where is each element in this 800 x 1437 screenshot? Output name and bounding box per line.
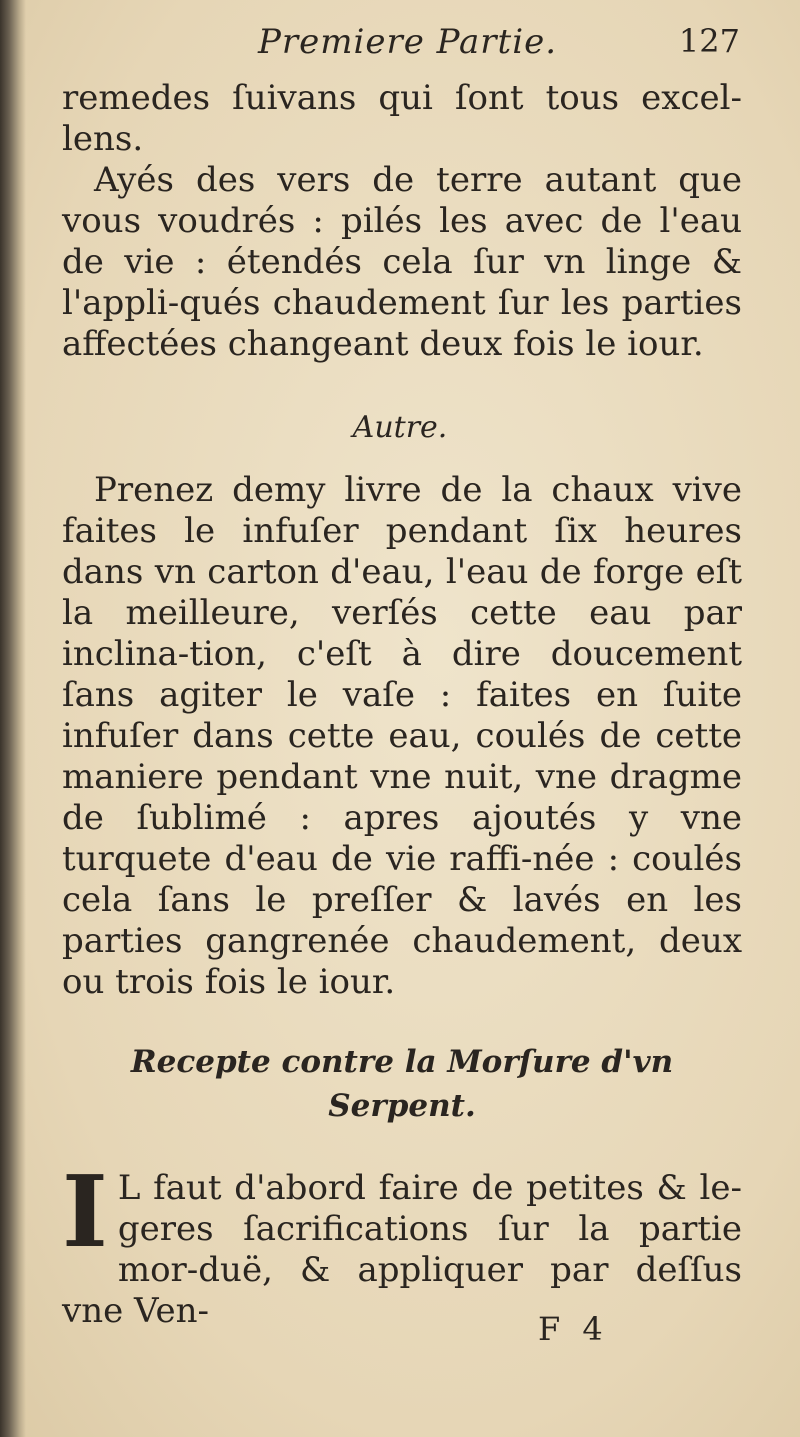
- page-number: 127: [678, 22, 740, 60]
- binding-gutter: [0, 0, 26, 1437]
- paragraph-continuation: remedes ſuivans qui ſont tous excel-lens.: [62, 78, 742, 159]
- paragraph-serpent: L faut d'abord faire de petites & le-geres ſacrifications ſur la partie mor-duë, & appliquer par deſſus vne Ven-: [62, 1168, 742, 1331]
- paragraph-recipe-lime: Prenez demy livre de la chaux vive faites le infuſer pendant ſix heures dans vn carton d'eau, l'eau de forge eſt la meilleure, verſés cette eau par inclina-tion, c'eſt à dire doucement ſans agiter le vaſe : faites en ſuite infuſer dans cette eau, coulés de cette maniere pendant vne nuit, vne dragme de ſublimé : apres ajoutés y vne turquete d'eau de vie raffi-née : coulés cela ſans le preſſer & lavés en les parties gangrenée chaudement, deux ou trois fois le iour.: [62, 470, 742, 1002]
- paragraph-recipe-worms: Ayés des vers de terre autant que vous voudrés : pilés les avec de l'eau de vie : étendés cela ſur vn linge & l'appli-qués chaudement ſur les parties affectées changeant deux fois le iour.: [62, 160, 742, 364]
- section-title-line-1: Recepte contre la Morſure d'vn: [130, 1044, 674, 1080]
- drop-cap: I: [62, 1155, 108, 1270]
- subheading-autre: Autre.: [352, 410, 448, 445]
- section-title: [62, 1040, 742, 1128]
- text-block-bottom: [62, 1155, 742, 1332]
- text-block-top: [62, 78, 742, 365]
- section-title-line-2: Serpent.: [328, 1088, 476, 1124]
- text-block-middle: [62, 470, 742, 1003]
- signature-mark: F 4: [538, 1310, 609, 1348]
- page-header: [60, 22, 740, 72]
- running-head: Premiere Partie.: [258, 22, 558, 62]
